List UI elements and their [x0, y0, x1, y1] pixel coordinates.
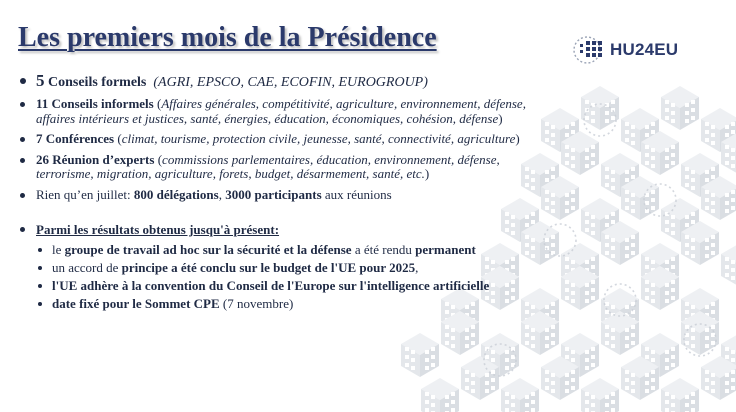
result-item [36, 297, 538, 311]
formal-councils-detail: (AGRI, EPSCO, CAE, ECOFIN, EUROGROUP) [153, 75, 428, 90]
formal-councils-count: 5 [36, 71, 45, 90]
paren-close: ) [424, 166, 430, 181]
paren-open: ( [117, 131, 122, 146]
result-bold-text: l'UE adhère à la convention du Conseil de l'Europe sur l'intelligence artificielle [52, 278, 490, 293]
result-text: , [415, 260, 419, 275]
separator: , [218, 186, 226, 202]
paren-close: ) [515, 131, 520, 146]
formal-councils-label: Conseils formels [48, 75, 147, 90]
informal-councils-detail: Affaires générales, compétitivité, agriculture, environnement, défense, affaires intérieurs et justices, santé, énergies, éducation, économiques, cohésion, défense [36, 96, 526, 126]
conferences-detail: climat, tourisme, protection civile, jeunesse, santé, connectivité, agriculture [121, 131, 516, 146]
delegations-count: 800 délégations [133, 186, 219, 202]
list-item-results [18, 222, 538, 237]
result-bold-text: date fixé pour le Sommet CPE [52, 296, 220, 311]
result-item [36, 261, 538, 275]
list-item-conferences [18, 132, 538, 147]
paren-close: ) [498, 110, 503, 126]
list-item-expert-meetings [18, 153, 538, 182]
slide-title: Les premiers mois de la Présidence [18, 22, 437, 53]
result-text: le [52, 242, 65, 257]
stats-list [18, 72, 538, 237]
expert-meetings-label: 26 Réunion d’experts [36, 151, 155, 167]
participants-count: 3000 participants [225, 186, 322, 202]
logo-cube-icon [572, 35, 608, 65]
slide-content [18, 72, 538, 315]
result-bold-text: permanent [415, 242, 476, 257]
informal-councils-label: 11 Conseils informels [36, 96, 154, 111]
result-bold-text: groupe de travail ad hoc sur la sécurité et la défense [64, 242, 352, 257]
result-item [36, 243, 538, 257]
result-bold-text: principe a été conclu sur le budget de l'UE pour 2025 [121, 260, 416, 275]
list-item-july-stats [18, 188, 538, 203]
results-list [36, 243, 538, 311]
logo-text: HU24EU [610, 40, 679, 59]
paren-open: ( [157, 151, 163, 167]
paren-open: ( [156, 96, 162, 111]
list-item-formal-councils [18, 72, 538, 91]
result-item [36, 279, 538, 293]
expert-meetings-detail: commissions parlementaires, éducation, environnement, défense, terrorisme, migration, agriculture, forets, budget, désarmement, santé, etc. [36, 151, 500, 181]
presidency-logo [572, 35, 702, 65]
result-text: (7 novembre) [219, 296, 294, 311]
list-item-informal-councils [18, 97, 538, 126]
result-text: a été rendu [351, 242, 416, 257]
conferences-label: 7 Conférences [36, 131, 115, 146]
july-stats-outro: aux réunions [321, 186, 392, 202]
result-text: un accord de [52, 260, 122, 275]
july-stats-intro: Rien qu’en juillet: [36, 186, 134, 202]
results-heading: Parmi les résultats obtenus jusqu'à présent: [36, 222, 280, 237]
